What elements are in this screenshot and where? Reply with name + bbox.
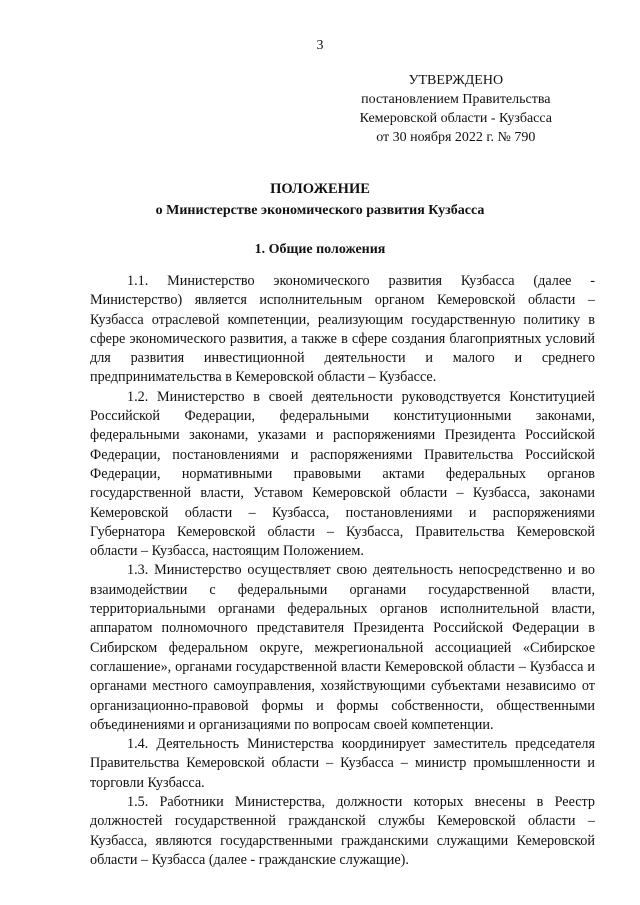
paragraph-1-2: 1.2. Министерство в своей деятельности руководствуется Конституцией Российской Федерации, федеральными конституционными законами, федеральными законами, указами и распоряжениями Президента Российской Федерации, постановлениями и распоряжениями Правительства Российской Федерации, нормативными правовыми актами федеральных органов государственной власти, Уставом Кемеровской области – Кузбасса, законами Кемеровской области – Кузбасса, постановлениями и распоряжениями Губернатора Кемеровской области – Кузбасса, Правительства Кемеровской области – Кузбасса, настоящим Положением. (90, 388, 595, 560)
document-body (90, 272, 595, 870)
document-subtitle: о Министерстве экономического развития Кузбасса (155, 203, 485, 218)
paragraph-1-5: 1.5. Работники Министерства, должности которых внесены в Реестр должностей государственной гражданской службы Кемеровской области – Кузбасса, являются государственными гражданскими служащими Кемеровской области – Кузбасса (далее - гражданские служащие). (90, 794, 595, 868)
page-number: 3 (316, 38, 324, 53)
approval-stamp (360, 71, 552, 147)
approval-line: постановлением Правительства (361, 92, 551, 107)
paragraph-1-4: 1.4. Деятельность Министерства координирует заместитель председателя Правительства Кемеровской области – Кузбасса – министр промышленности и торговли Кузбасса. (90, 736, 595, 791)
approval-line: от 30 ноября 2022 г. № 790 (376, 130, 536, 145)
approval-line: УТВЕРЖДЕНО (408, 73, 504, 88)
paragraph-1-3: 1.3. Министерство осуществляет свою деятельность непосредственно и во взаимодействии с федеральными органами государственной власти, территориальными органами федеральных органов исполнительной власти, аппаратом полномочного представителя Президента Российской Федерации в Сибирском федеральном округе, межрегиональной ассоциацией «Сибирское соглашение», органами государственной власти Кемеровской области – Кузбасса и органами местного самоуправления, хозяйствующими субъектами независимо от организационно-правовой формы и формы собственности, общественными объединениями и организациями по вопросам своей компетенции. (90, 562, 595, 733)
section-heading: 1. Общие положения (254, 242, 386, 257)
approval-line: Кемеровской области - Кузбасса (359, 111, 552, 126)
document-title: ПОЛОЖЕНИЕ (270, 181, 370, 197)
paragraph-1-1: 1.1. Министерство экономического развития Кузбасса (далее - Министерство) является исполнительным органом Кемеровской области – Кузбасса отраслевой компетенции, реализующим государственную политику в сфере экономического развития, а также в сфере создания благоприятных условий для развития инвестиционной деятельности и малого и среднего предпринимательства в Кемеровской области – Кузбассе. (90, 273, 595, 386)
